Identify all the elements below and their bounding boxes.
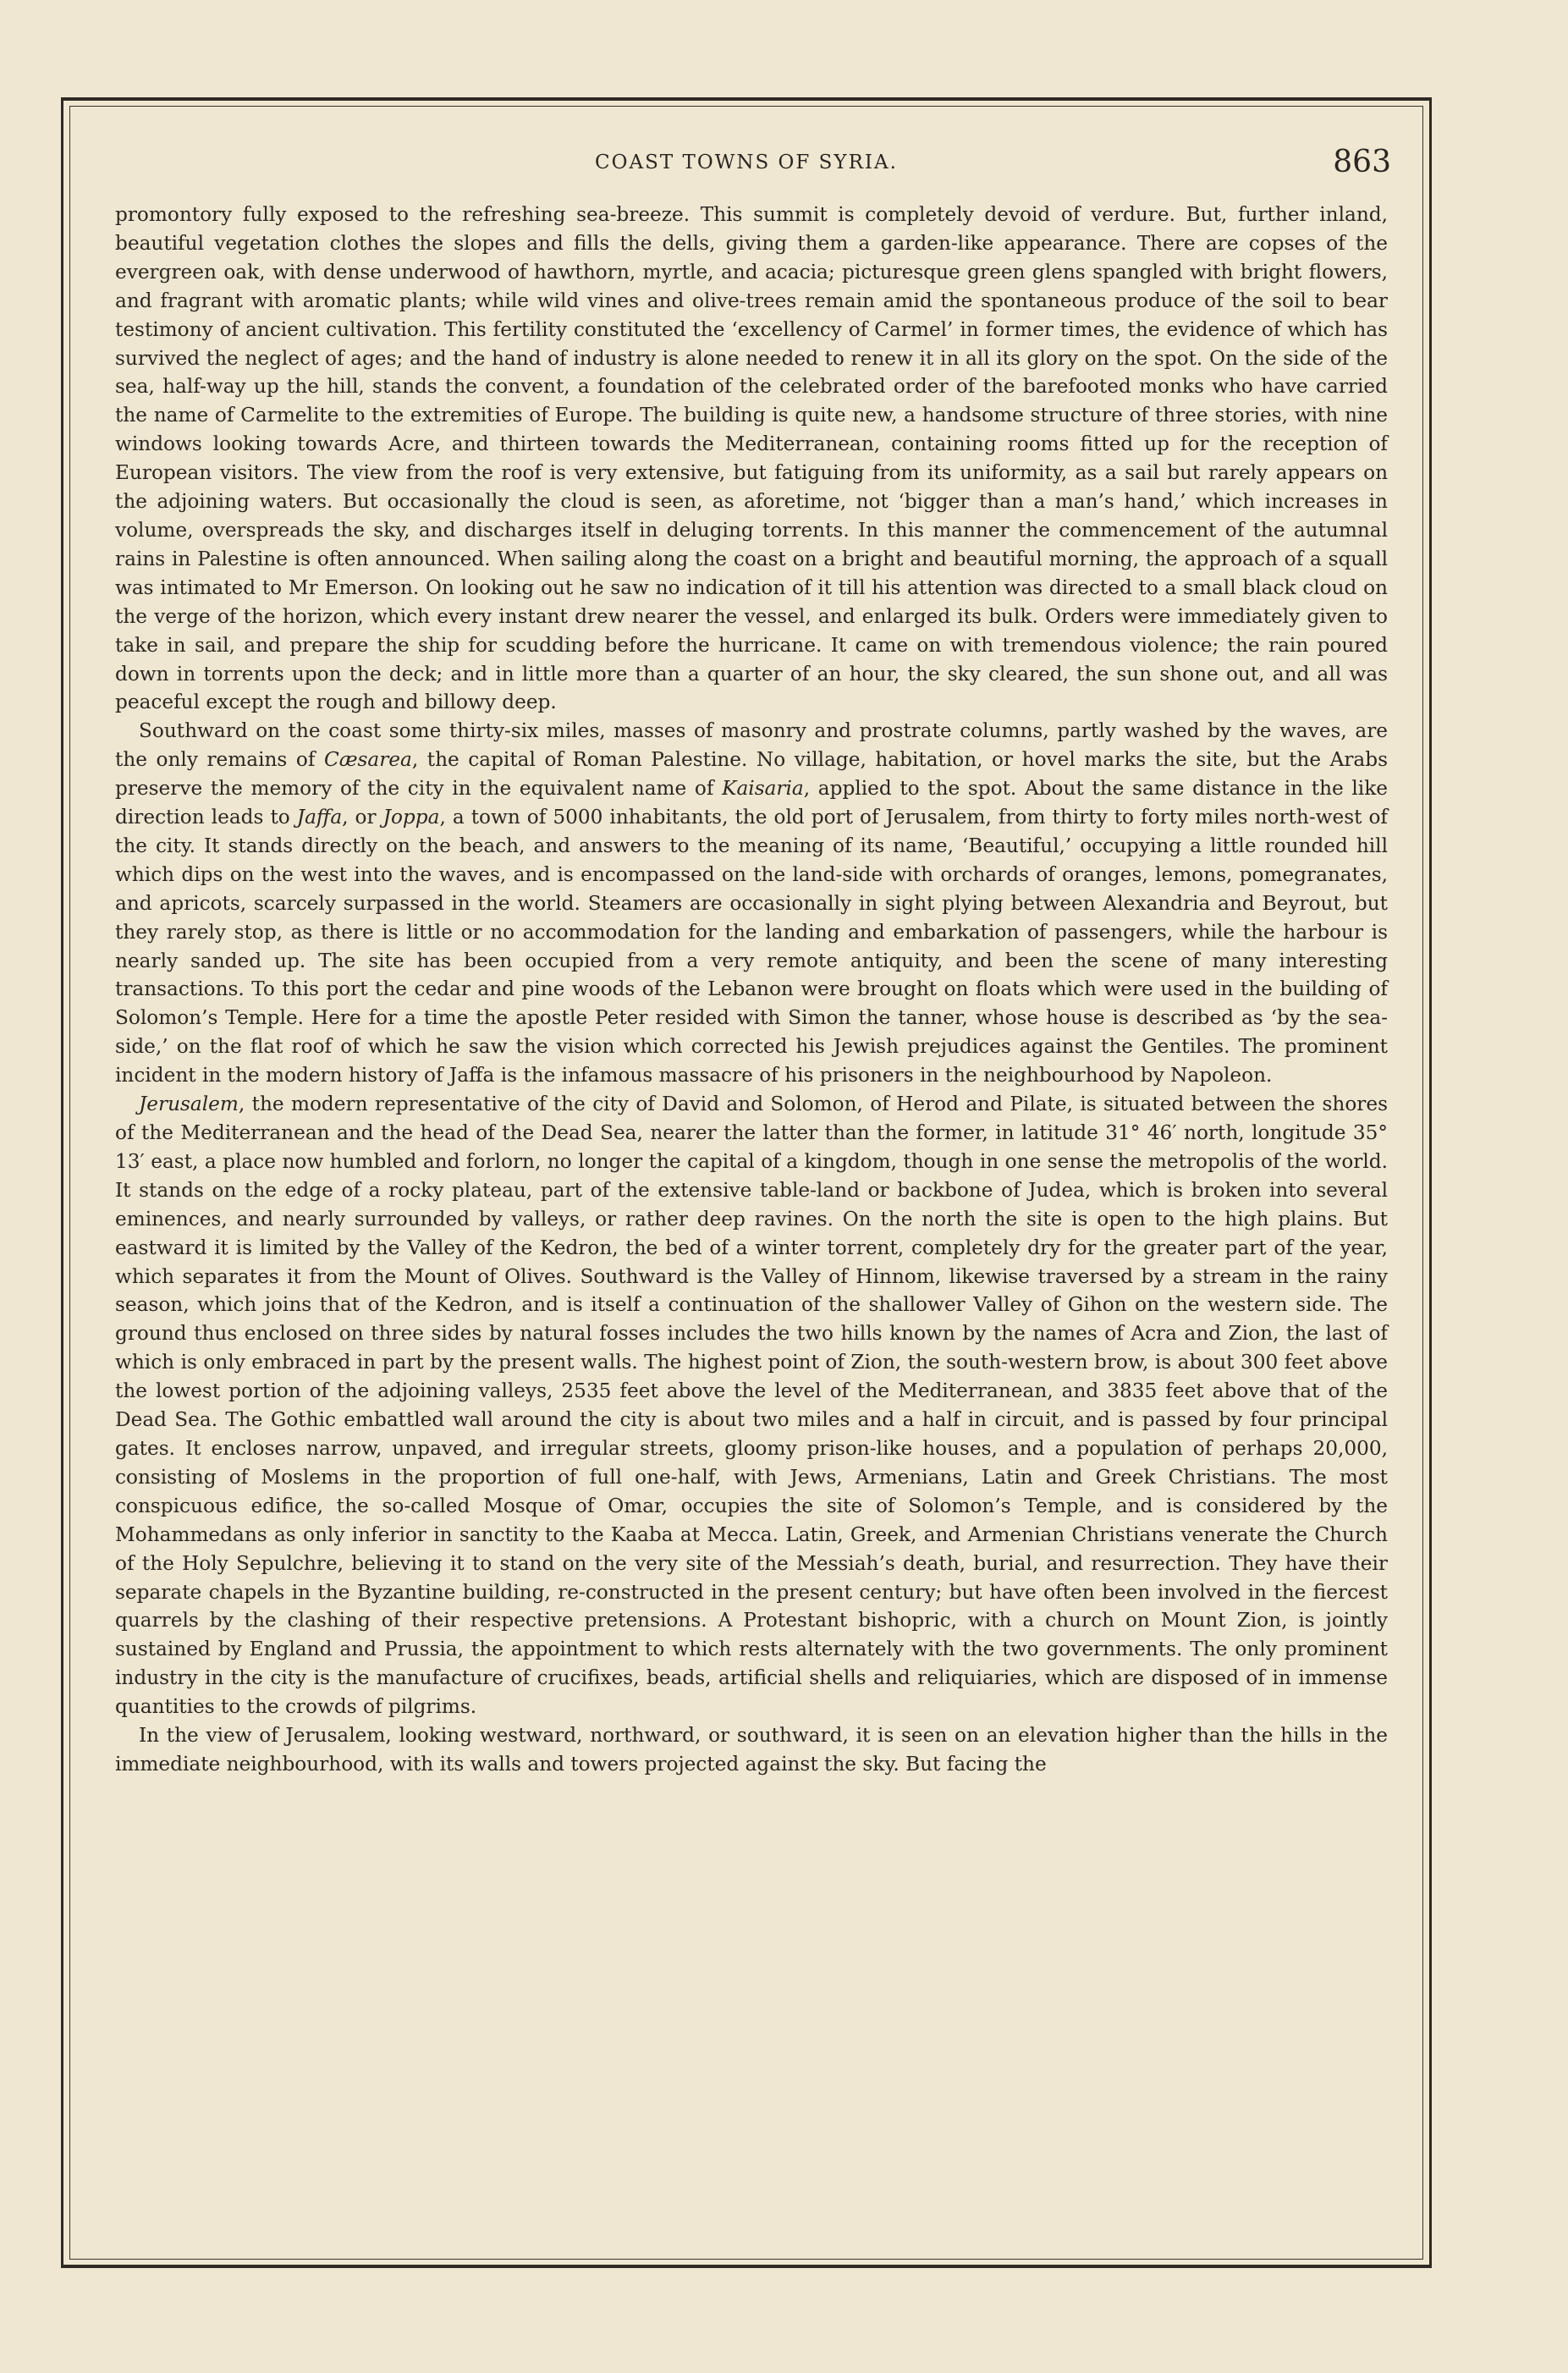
text-run: In the view of Jerusalem, looking westward, northward, or southward, it is seen on an elevation higher than the hills in the immediate neighbourhood, with its walls and towers projected against the sky. But facing the — [115, 1724, 1388, 1776]
paragraph-jerusalem — [115, 1090, 1388, 1721]
text-run: Southward on the coast some thirty-six miles, masses of masonry and prostrate columns, partly washed by the waves, are the only remains of — [115, 719, 1388, 772]
frame-right-inner-rule — [1422, 106, 1423, 2260]
frame-left-inner-rule — [69, 106, 70, 2260]
text-column — [115, 201, 1388, 1779]
italic-term: Joppa — [382, 806, 440, 829]
frame-top-inner-rule — [69, 106, 1423, 107]
running-title: COAST TOWNS OF SYRIA. — [595, 151, 898, 173]
text-run: promontory fully exposed to the refreshing sea-breeze. This summit is completely devoid of verdure. But, further inland, beautiful vegetation clothes the slopes and fills the dells, giving them a garden-like appearance. There are copses of the evergreen oak, with dense underwood of hawthorn, myrtle, and acacia; picturesque green glens spangled with bright flowers, and fragrant with aromatic plants; while wild vines and olive-trees remain amid the spontaneous produce of the soil to bear testimony of ancient cultivation. This fertility constituted the ‘excellency of Carmel’ in former times, the evidence of which has survived the neglect of ages; and the hand of industry is alone needed to renew it in all its glory on the spot. On the side of the sea, half-way up the hill, stands the convent, a foundation of the celebrated order of the barefooted monks who have carried the name of Carmelite to the extremities of Europe. The building is quite new, a handsome structure of three stories, with nine windows looking towards Acre, and thirteen towards the Mediterranean, containing rooms fitted up for the reception of European visitors. The view from the roof is very extensive, but fatiguing from its uniformity, as a sail but rarely appears on the adjoining waters. But occasionally the cloud is seen, as aforetime, not ‘bigger than a man’s hand,’ which increases in volume, overspreads the sky, and discharges itself in deluging torrents. In this manner the commencement of the autumnal rains in Palestine is often announced. When sailing along the coast on a bright and beautiful morning, the approach of a squall was intimated to Mr Emerson. On looking out he saw no indication of it till his attention was directed to a small black cloud on the verge of the horizon, which every instant drew nearer the vessel, and enlarged its bulk. Orders were immediately given to take in sail, and prepare the ship for scudding before the hurricane. It came on with tremendous violence; the rain poured down in torrents upon the deck; and in little more than a quarter of an hour, the sky cleared, the sun shone out, and all was peaceful except the rough and billowy deep. — [115, 203, 1388, 714]
text-run: , applied to the spot. About the same distance in the like direction leads to — [115, 777, 1388, 829]
text-run: , a town of 5000 inhabitants, the old port of Jerusalem, from thirty to forty miles north-west of the city. It stands directly on the beach, and answers to the meaning of its name, ‘Beautiful,’ occupying a little rounded hill which dips on the west into the waves, and is encompassed on the land-side with orchards of oranges, lemons, pomegranates, and apricots, scarcely surpassed in the world. Steamers are occasionally in sight plying between Alexandria and Beyrout, but they rarely stop, as there is little or no accommodation for the landing and embarkation of passengers, while the harbour is nearly sanded up. The site has been occupied from a very remote antiquity, and been the scene of many interesting transactions. To this port the cedar and pine woods of the Lebanon were brought on floats which were used in the building of Solomon’s Temple. Here for a time the apostle Peter resided with Simon the tanner, whose house is described as ‘by the sea-side,’ on the flat roof of which he saw the vision which corrected his Jewish prejudices against the Gentiles. The prominent incident in the modern history of Jaffa is the infamous massacre of his prisoners in the neighbourhood by Napoleon. — [115, 806, 1389, 1087]
frame-bottom-inner-rule — [69, 2259, 1423, 2260]
italic-term: Kaisaria — [722, 777, 804, 801]
frame-bottom-rule — [61, 2265, 1432, 2268]
paragraph-view-of-jerusalem — [115, 1721, 1388, 1779]
frame-left-rule — [61, 97, 63, 2268]
text-run: , or — [342, 806, 383, 829]
page-frame — [61, 97, 1432, 2268]
frame-top-rule — [61, 97, 1432, 101]
frame-right-rule — [1429, 97, 1432, 2268]
paragraph-carmel — [115, 201, 1388, 717]
page-number: 863 — [1333, 145, 1391, 179]
italic-term: Jerusalem — [139, 1093, 239, 1116]
paragraph-caesarea-jaffa — [115, 717, 1388, 1090]
italic-term: Cæsarea — [323, 748, 412, 772]
italic-term: Jaffa — [296, 806, 343, 829]
text-run: , the capital of Roman Palestine. No village, habitation, or hovel marks the site, but the Arabs preserve the memory of the city in the equivalent name of — [115, 748, 1389, 801]
text-run: , the modern representative of the city of David and Solomon, of Herod and Pilate, is situated between the shores of the Mediterranean and the head of the Dead Sea, nearer the latter than the former, in latitude 31° 46′ north, longitude 35° 13′ east, a place now humbled and forlorn, no longer the capital of a kingdom, though in one sense the metropolis of the world. It stands on the edge of a rocky plateau, part of the extensive table-land or backbone of Judea, which is broken into several eminences, and nearly surrounded by valleys, or rather deep ravines. On the north the site is open to the high plains. But eastward it is limited by the Valley of the Kedron, the bed of a winter torrent, completely dry for the greater part of the year, which separates it from the Mount of Olives. Southward is the Valley of Hinnom, likewise traversed by a stream in the rainy season, which joins that of the Kedron, and is itself a continuation of the shallower Valley of Gihon on the western side. The ground thus enclosed on three sides by natural fosses includes the two hills known by the names of Acra and Zion, the last of which is only embraced in part by the present walls. The highest point of Zion, the south-western brow, is about 300 feet above the lowest portion of the adjoining valleys, 2535 feet above the level of the Mediterranean, and 3835 feet above that of the Dead Sea. The Gothic embattled wall around the city is about two miles and a half in circuit, and is passed by four principal gates. It encloses narrow, unpaved, and irregular streets, gloomy prison-like houses, and a population of perhaps 20,000, consisting of Moslems in the proportion of full one-half, with Jews, Armenians, Latin and Greek Christians. The most conspicuous edifice, the so-called Mosque of Omar, occupies the site of Solomon’s Temple, and is considered by the Mohammedans as only inferior in sanctity to the Kaaba at Mecca. Latin, Greek, and Armenian Christians venerate the Church of the Holy Sepulchre, believing it to stand on the very site of the Messiah’s death, burial, and resurrection. They have their separate chapels in the Byzantine building, re-constructed in the present century; but have often been involved in the fiercest quarrels by the clashing of their respective pretensions. A Protestant bishopric, with a church on Mount Zion, is jointly sustained by England and Prussia, the appointment to which rests alternately with the two governments. The only prominent industry in the city is the manufacture of crucifixes, beads, artificial shells and reliquiaries, which are disposed of in immense quantities to the crowds of pilgrims. — [115, 1093, 1388, 1719]
running-head — [61, 145, 1432, 179]
